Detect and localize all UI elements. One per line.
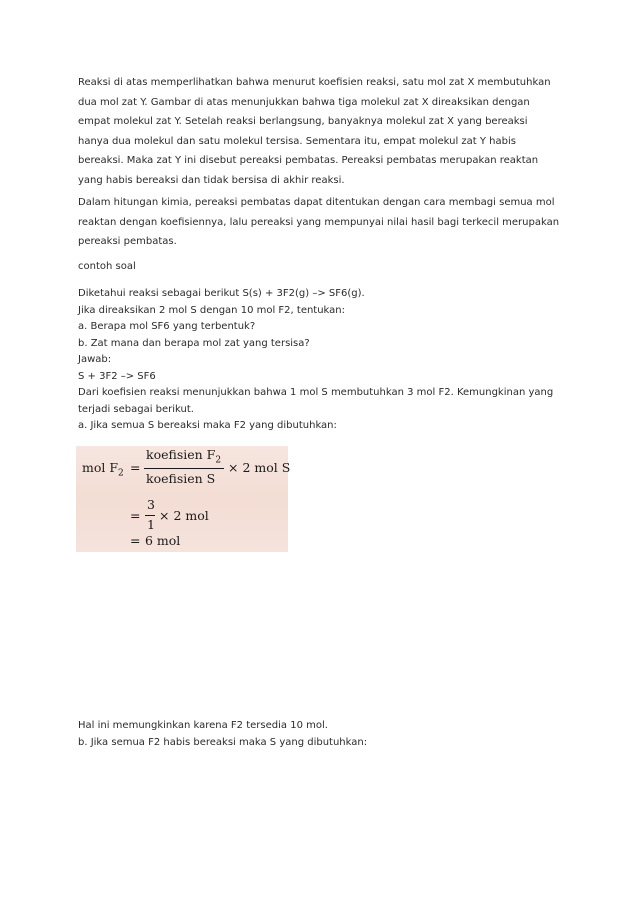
text-line: yang habis bereaksi dan tidak bersisa di akhir reaksi. (78, 174, 345, 186)
formula-equals-3: = (130, 533, 141, 548)
formula-result: 6 mol (145, 533, 181, 548)
text-line: terjadi sebagai berikut. (78, 403, 194, 415)
text-line: Jika direaksikan 2 mol S dengan 10 mol F2, tentukan: (78, 304, 346, 316)
paragraph-pereaksi-pembatas (78, 73, 568, 190)
formula-image (76, 446, 291, 552)
formula-numerator-2: 3 (147, 497, 155, 512)
text-line: hanya dua molekul dan satu molekul tersisa. Sementara itu, empat molekul zat Y habis (78, 135, 516, 147)
text-line: Hal ini memungkinkan karena F2 tersedia 10 mol. (78, 720, 328, 731)
text-line: pereaksi pembatas. (78, 236, 177, 247)
text-line: bereaksi. Maka zat Y ini disebut pereaksi pembatas. Pereaksi pembatas merupakan reaktan (78, 155, 539, 166)
text-line: Diketahui reaksi sebagai berikut S(s) + 3F2(g) –> SF6(g). (78, 288, 365, 299)
text-line: a. Berapa mol SF6 yang terbentuk? (78, 321, 256, 332)
paragraph-lanjutan (78, 718, 568, 751)
formula-numerator: koefisien $F_2$ (146, 447, 222, 466)
formula-equals: = (130, 460, 141, 475)
fraction-bar-2 (145, 515, 155, 516)
text-line: b. Jika semua F2 habis bereaksi maka S yang dibutuhkan: (78, 736, 368, 748)
text-line: Jawab: (78, 354, 112, 365)
text-line: reaktan dengan koefisiennya, lalu pereaksi yang mempunyai nilai hasil bagi terkecil merupakan (78, 216, 560, 228)
text-line: empat molekul zat Y. Setelah reaksi berlangsung, banyaknya molekul zat X yang bereaksi (78, 116, 528, 127)
paragraph-hitungan-kimia (78, 193, 568, 252)
formula-multiplier-2: × 2 mol (159, 508, 209, 523)
fraction-bar (144, 468, 224, 469)
formula-equals-2: = (130, 508, 141, 523)
section-heading: contoh soal (78, 261, 136, 272)
formula-denominator-2: 1 (147, 517, 155, 532)
text-line: S + 3F2 –> SF6 (78, 370, 156, 382)
text-line: b. Zat mana dan berapa mol zat yang tersisa? (78, 337, 310, 349)
formula-multiplier: × 2 mol S (228, 460, 291, 475)
text-line: Dari koefisien reaksi menunjukkan bahwa 1 mol S membutuhkan 3 mol F2. Kemungkinan yang (78, 387, 554, 398)
paragraph-contoh-soal (78, 286, 568, 435)
formula-lhs: mol $F_2$ (82, 460, 124, 479)
text-line: a. Jika semua S bereaksi maka F2 yang dibutuhkan: (78, 420, 337, 431)
text-line: dua mol zat Y. Gambar di atas menunjukkan bahwa tiga molekul zat X direaksikan dengan (78, 96, 530, 108)
formula-denominator: koefisien S (146, 471, 216, 486)
text-line: Dalam hitungan kimia, pereaksi pembatas dapat ditentukan dengan cara membagi semua mol (78, 197, 555, 208)
text-line: Reaksi di atas memperlihatkan bahwa menurut koefisien reaksi, satu mol zat X membutuhkan (78, 77, 551, 88)
